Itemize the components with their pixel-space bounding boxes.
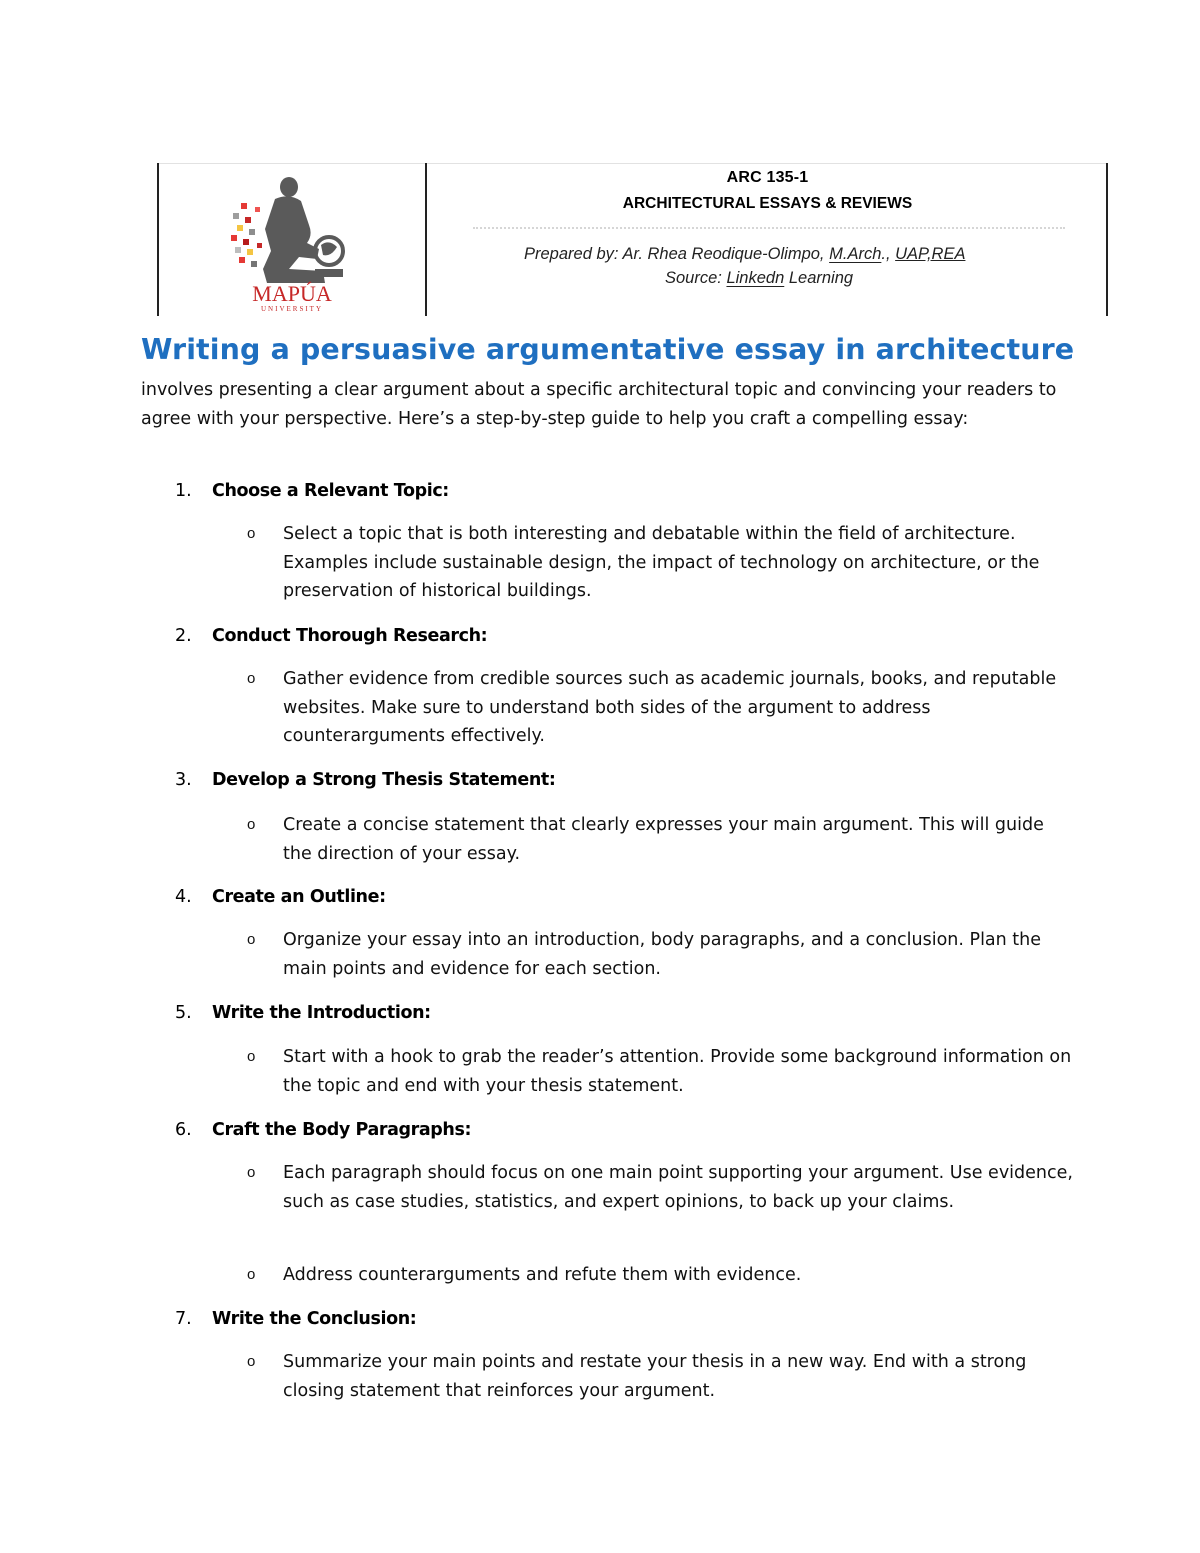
bullet-text: Select a topic that is both interesting and debatable within the field of architecture. Examples include sustainable design, the impact of technology on architecture, or the preservation of historical buildings. (283, 524, 1040, 601)
bullet-marker: o (247, 1353, 256, 1370)
bullet-marker: o (247, 525, 256, 542)
course-info-cell (427, 163, 1108, 316)
step-heading (175, 1307, 416, 1331)
step-heading (175, 479, 449, 503)
prepared-credentials: UAP,REA (895, 245, 966, 263)
step-bullet (247, 520, 1077, 606)
source-name: Linkedn (726, 269, 785, 287)
bullet-text: Address counterarguments and refute them with evidence. (283, 1265, 802, 1285)
bullet-text: Gather evidence from credible sources such as academic journals, books, and reputable websites. Make sure to understand both sides of the argument to address counterarguments effectively. (283, 669, 1057, 746)
step-label: Craft the Body Paragraphs: (212, 1120, 472, 1140)
step-label: Conduct Thorough Research: (212, 626, 488, 646)
step-bullet (247, 1043, 1077, 1100)
document-title: Writing a persuasive argumentative essay in architecture (141, 333, 1075, 366)
bullet-text: Each paragraph should focus on one main point supporting your argument. Use evidence, such as case studies, statistics, and expert opinions, to back up your claims. (283, 1163, 1073, 1212)
step-number: 7. (175, 1309, 192, 1329)
prepared-separator: ., (881, 245, 896, 263)
prepared-by (524, 245, 965, 264)
logo-figure-icon (227, 173, 357, 313)
step-label: Write the Conclusion: (212, 1309, 417, 1329)
step-heading (175, 624, 487, 648)
logo-globe (315, 237, 343, 277)
logo-pixels (231, 203, 262, 267)
step-heading (175, 885, 386, 909)
step-heading (175, 1118, 471, 1142)
bullet-text: Summarize your main points and restate your thesis in a new way. End with a strong closing statement that reinforces your argument. (283, 1352, 1027, 1401)
step-number: 4. (175, 887, 192, 907)
step-bullet (247, 665, 1077, 751)
bullet-marker: o (247, 931, 256, 948)
step-number: 6. (175, 1120, 192, 1140)
prepared-prefix: Prepared by: Ar. Rhea Reodique-Olimpo, (524, 245, 830, 263)
bullet-marker: o (247, 1164, 256, 1181)
step-bullet (247, 811, 1077, 868)
course-code: ARC 135-1 (726, 169, 809, 186)
course-title: ARCHITECTURAL ESSAYS & REVIEWS (622, 195, 913, 212)
logo-wordmark: MAPÚA (252, 281, 332, 306)
step-bullet (247, 1261, 1077, 1290)
intro-paragraph: involves presenting a clear argument about a specific architectural topic and convincing your readers to agree with your perspective. Here’s a step-by-step guide to help you craft a compelling essay: (141, 380, 1057, 429)
logo-cell (157, 163, 427, 316)
prepared-degree: M.Arch (829, 245, 882, 263)
logo-subtext: UNIVERSITY (261, 305, 323, 313)
step-heading (175, 1001, 431, 1025)
step-label: Create an Outline: (212, 887, 386, 907)
step-label: Develop a Strong Thesis Statement: (212, 770, 556, 790)
step-label: Write the Introduction: (212, 1003, 431, 1023)
bullet-marker: o (247, 1266, 256, 1283)
step-number: 3. (175, 770, 192, 790)
bullet-text: Start with a hook to grab the reader’s attention. Provide some background information on the topic and end with your thesis statement. (283, 1047, 1072, 1096)
step-number: 5. (175, 1003, 192, 1023)
source-line (665, 269, 853, 288)
step-number: 1. (175, 481, 192, 501)
source-prefix: Source: (665, 269, 727, 287)
bullet-marker: o (247, 1048, 256, 1065)
header-table (157, 163, 1108, 316)
step-heading (175, 768, 555, 792)
bullet-text: Organize your essay into an introduction, body paragraphs, and a conclusion. Plan the main points and evidence for each section. (283, 930, 1042, 979)
logo-figure (263, 177, 325, 283)
step-bullet (247, 926, 1077, 983)
bullet-text: Create a concise statement that clearly expresses your main argument. This will guide the direction of your essay. (283, 815, 1044, 864)
step-label: Choose a Relevant Topic: (212, 481, 449, 501)
university-logo (227, 173, 357, 313)
step-bullet (247, 1348, 1077, 1405)
bullet-marker: o (247, 816, 256, 833)
header-dotted-rule (473, 227, 1065, 229)
step-bullet (247, 1159, 1077, 1216)
step-number: 2. (175, 626, 192, 646)
source-suffix: Learning (784, 269, 854, 287)
bullet-marker: o (247, 670, 256, 687)
